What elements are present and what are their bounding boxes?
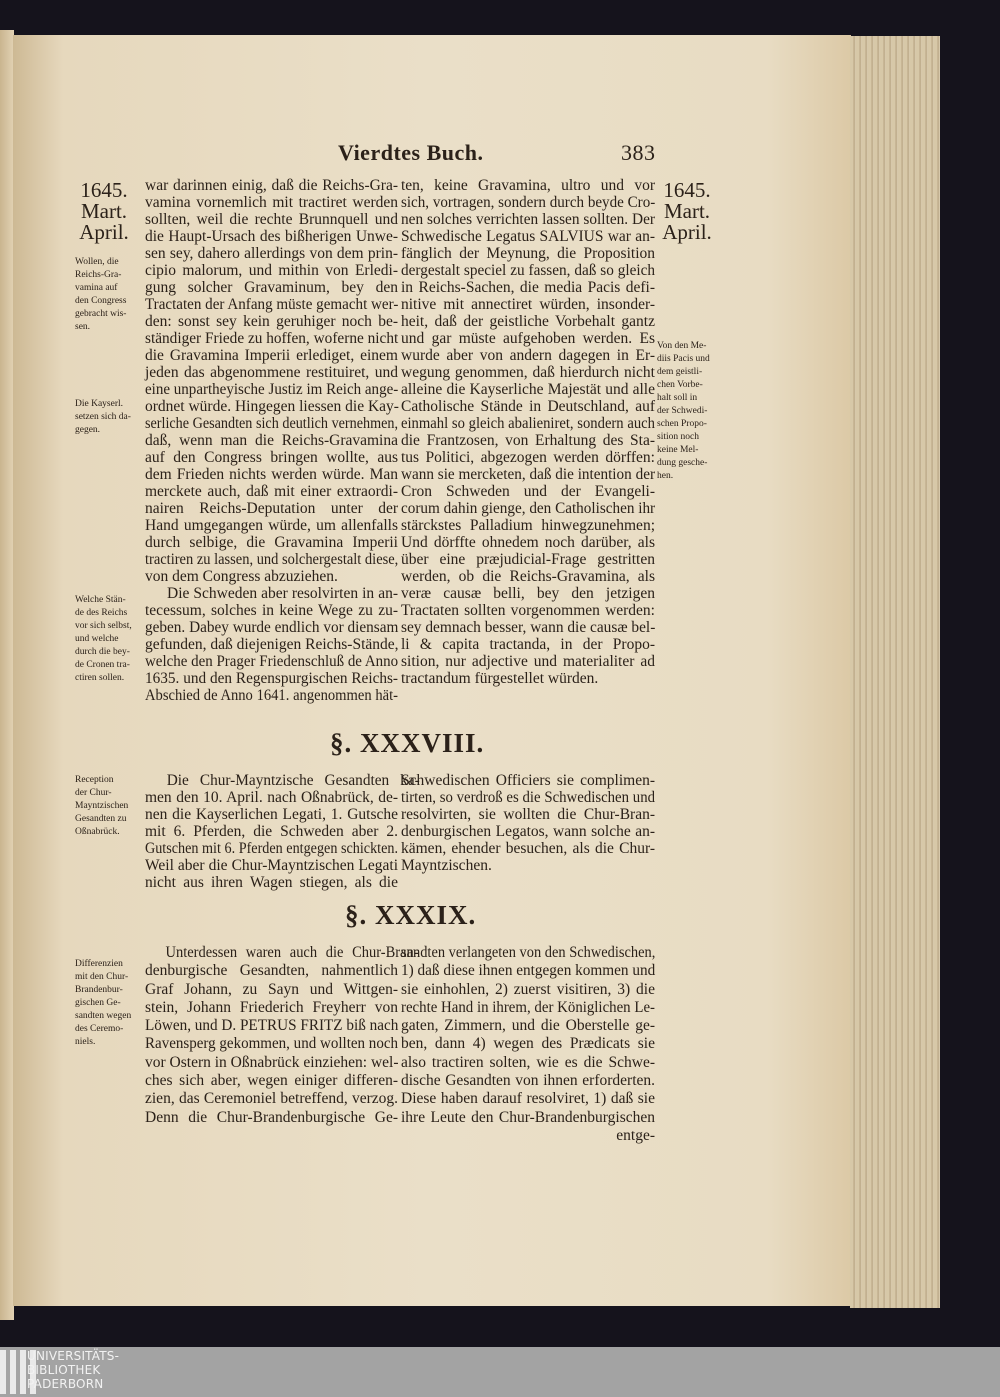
text-line: Die Chur-Mayntzische Gesandten ka- <box>166 772 420 789</box>
text-line: die Gravamina Imperii erlediget, einem <box>145 347 398 364</box>
text-line: nitive mit annectiret würden, insonder- <box>401 296 655 313</box>
text-line: Abschied de Anno 1641. angenommen hät- <box>145 687 398 704</box>
text-line: sition, nur adjective und materialiter ad <box>401 653 655 670</box>
text-line: tractandum fürgestellet würden. <box>401 670 599 687</box>
margin-note-line: mit den Chur- <box>75 972 129 982</box>
margin-note-line: Differenzien <box>75 959 123 969</box>
text-line: durch selbige, die Gravamina Imperii <box>145 534 398 551</box>
text-line: li & capita tractanda, in der Propo- <box>401 636 655 653</box>
text-line: denburgischen Legatos, wann solche an- <box>401 823 655 840</box>
text-line: Weil aber die Chur-Mayntzischen Legati <box>145 857 398 874</box>
text-line: welche den Prager Friedenschluß de Anno <box>145 653 399 670</box>
text-line: eine unpartheyische Justiz im Reich ange- <box>145 381 399 398</box>
library-banner <box>0 1347 1000 1397</box>
text-line: den: sonst sey kein geruhiger noch be- <box>145 313 398 330</box>
text-line: ten, keine Gravamina, ultro und vor <box>401 177 655 194</box>
text-line: mit 6. Pferden, die Schweden aber 2. <box>145 823 398 840</box>
text-line: sen sey, dahero allerdings von dem prin- <box>145 245 398 262</box>
margin-note-line: Wollen, die <box>75 257 119 267</box>
text-line: corum dahin gienge, den Catholischen ihr <box>401 500 656 517</box>
text-line: nairen Reichs-Deputation unter der <box>145 500 398 517</box>
text-line: dem Frieden nichts werden würde. Man <box>145 466 398 483</box>
margin-note-line: Von den Me- <box>657 341 707 351</box>
logo-line: BIBLIOTHEK <box>27 1363 101 1377</box>
text-line: geben. Dabey wurde endlich vor diensam <box>145 619 399 636</box>
text-line: gefunden, daß diejenigen Reichs-Stände, <box>145 636 399 653</box>
margin-note-line: und welche <box>75 634 119 644</box>
logo-line: PADERBORN <box>27 1377 104 1391</box>
date-year: 1645. <box>80 178 128 202</box>
margin-note-line: durch die bey- <box>75 647 130 657</box>
margin-note <box>75 774 128 839</box>
margin-note-line: chen Vorbe- <box>657 380 703 390</box>
text-line: über eine præjudicial-Frage gestritten <box>401 551 655 568</box>
margin-note-line: Gesandten zu <box>75 814 127 824</box>
text-line: sollten, weil die rechte Brunnquell und <box>145 211 398 228</box>
text-line: tirten, so verdroß es die Schwedischen und <box>401 789 655 806</box>
text-line: vamina vornemlich mit tractiret werden <box>145 194 398 211</box>
text-line: sich, vortragen, sondern durch beyde Cro- <box>401 194 656 211</box>
margin-note-line: sition noch <box>657 432 699 442</box>
text-line: Löwen, und D. PETRUS FRITZ biß nach <box>145 1017 399 1035</box>
text-line: dergestalt speciel zu fassen, daß so gleich <box>401 262 655 279</box>
text-line: gung solcher Gravaminum, bey den <box>145 279 398 296</box>
text-line: Mayntzischen. <box>401 857 492 874</box>
margin-note-line: setzen sich da- <box>75 412 131 422</box>
margin-note-line: Brandenbur- <box>75 985 123 995</box>
date-year: 1645. <box>663 178 711 202</box>
text-line: Schwedische Legatus SALVIUS war an- <box>401 228 655 245</box>
margin-note-line: schen Propo- <box>657 419 707 429</box>
date-month: April. <box>79 220 129 244</box>
margin-note <box>75 256 126 334</box>
text-line: entge- <box>616 1126 655 1144</box>
page-stack-edge <box>850 36 940 1308</box>
text-line: nen solches verrichten lassen sollten. Der <box>401 211 655 228</box>
margin-note-line: halt soll in <box>657 393 698 403</box>
margin-note-line: der Chur- <box>75 788 112 798</box>
text-line: vor Ostern in Oßnabrück einziehen: wel- <box>145 1053 399 1071</box>
library-logo-text <box>27 1349 119 1391</box>
text-line: stärckstes Palladium hinwegzunehmen; <box>401 517 655 534</box>
text-line: rechte Hand in ihrem, der Königlichen Le- <box>401 998 655 1016</box>
margin-note-line: Reception <box>75 775 114 785</box>
text-column-right <box>401 177 655 687</box>
text-line: 1635. und den Regenspurgischen Reichs- <box>145 670 398 687</box>
margin-note-line: vor sich selbst, <box>75 621 132 631</box>
text-line: sandten verlangeten von den Schwedischen, <box>401 944 656 961</box>
text-line: auf den Congress bringen wollte, aus <box>145 449 398 466</box>
text-line: ben, dann 4) wegen des Prædicats sie <box>401 1035 655 1053</box>
text-line: Tractaten der Anfang müste gemacht wer- <box>145 296 399 313</box>
text-line: Cron Schweden und der Evangeli- <box>401 483 655 500</box>
margin-note-line: gebracht wis- <box>75 309 127 319</box>
margin-note-line: vamina auf <box>75 283 118 293</box>
text-line: Diese haben darauf resolviret, 1) daß sie <box>401 1090 655 1108</box>
text-line: nicht aus ihren Wagen stiegen, als die <box>145 874 398 891</box>
text-line: ches sich aber, wegen einiger differen- <box>145 1072 398 1090</box>
text-line: ordnet würde. Hingegen liessen die Kay- <box>145 398 399 415</box>
text-line: wann sie mercketen, daß die intention der <box>401 466 655 483</box>
text-line: serliche Gesandten sich deutlich vernehmen, <box>145 415 398 432</box>
text-line: Unterdessen waren auch die Chur-Bran- <box>165 944 419 961</box>
margin-note-line: den Congress <box>75 296 127 306</box>
margin-note-line: sandten wegen <box>75 1011 132 1021</box>
margin-note-line: gischen Ge- <box>75 998 121 1008</box>
text-line: men den 10. April. nach Oßnabrück, de- <box>145 789 398 806</box>
text-line: fänglich der Meynung, die Proposition <box>401 245 655 262</box>
text-line: also tractiren solten, wie es die Schwe- <box>401 1053 655 1071</box>
text-line: daß, wenn man die Reichs-Gravamina <box>145 432 398 449</box>
section-39-right <box>401 944 655 1145</box>
margin-note <box>75 398 131 437</box>
logo-line: UNIVERSITÄTS- <box>27 1349 120 1363</box>
text-line: einmahl so gleich abalieniret, sondern auch <box>401 415 655 432</box>
date-month: April. <box>662 220 712 244</box>
text-line: tus Politici, abgezogen werden dörffen: <box>401 449 655 466</box>
text-line: Graf Johann, zu Sayn und Wittgen- <box>145 980 398 998</box>
text-line: stein, Johann Friederich Freyherr von <box>145 998 398 1016</box>
text-line: von dem Congress abzuziehen. <box>145 568 338 585</box>
text-line: wegung genommen, daß hierdurch nicht <box>401 364 655 381</box>
text-line: wurde aber von andern dagegen in Er- <box>401 347 655 364</box>
text-line: Die Schweden aber resolvirten in an- <box>167 585 398 602</box>
text-line: kämen, ehender besuchen, als die Chur- <box>401 840 655 857</box>
section-39-left <box>145 944 419 1127</box>
text-column-left <box>145 177 398 704</box>
text-line: und gar müste aufgehoben werden. Es <box>401 330 655 347</box>
margin-note-line: Die Kayserl. <box>75 399 124 409</box>
margin-note-line: de des Reichs <box>75 608 128 618</box>
margin-note <box>75 594 132 685</box>
margin-note-line: dem geistli- <box>657 367 703 377</box>
text-line: tractiren zu lassen, und solchergestalt diese, <box>145 551 399 568</box>
text-line: Gutschen mit 6. Pferden entgegen schickten. <box>145 840 398 857</box>
margin-note-line: sen. <box>75 322 91 332</box>
text-line: werden, ob die Reichs-Gravamina, als <box>401 568 655 585</box>
text-line: Ravensperg gekommen, und wollten noch <box>145 1035 399 1053</box>
text-line: die Frantzosen, von Erhaltung des Sta- <box>401 432 655 449</box>
text-line: Schwedischen Officiers sie complimen- <box>401 772 655 789</box>
section-38-left <box>145 772 420 891</box>
text-line: merckete auch, daß mit einer extraordi- <box>145 483 398 500</box>
text-line: sey demnach besser, wann die causæ bel- <box>401 619 656 636</box>
text-line: veræ causæ belli, bey den jetzigen <box>401 585 655 602</box>
page-number: 383 <box>621 140 656 165</box>
margin-note-line: Welche Stän- <box>75 595 126 605</box>
margin-note-line: der Schwedi- <box>657 406 708 416</box>
text-line: jeden das abgenommene restituiret, und <box>145 364 398 381</box>
running-head-title: Vierdtes Buch. <box>338 140 484 165</box>
text-line: in Reichs-Sachen, die media Pacis defi- <box>401 279 655 296</box>
text-line: sie einhohlen, 2) zuerst visitiren, 3) die <box>401 980 655 998</box>
margin-note-line: des Ceremo- <box>75 1024 124 1034</box>
margin-note-line: keine Mel- <box>657 445 699 455</box>
text-line: Denn die Chur-Brandenburgische Ge- <box>145 1108 398 1126</box>
text-line: gaten, Zimmern, und die Oberstelle ge- <box>401 1017 655 1035</box>
margin-note-line: hen. <box>657 471 674 481</box>
date-month: Mart. <box>80 199 128 223</box>
text-line: ständiger Friede zu hoffen, woferne nicht <box>145 330 399 347</box>
margin-note-line: niels. <box>75 1037 96 1047</box>
margin-note-line: dung gesche- <box>657 458 708 468</box>
margin-note-line: Reichs-Gra- <box>75 270 122 280</box>
text-line: alleine die Kayserliche Majestät und alle <box>401 381 655 398</box>
previous-page-edge <box>0 30 14 1320</box>
text-line: denburgische Gesandten, nahmentlich <box>145 962 398 980</box>
text-line: resolvirten, sie wollten die Chur-Bran- <box>401 806 655 823</box>
margin-note-line: Mayntzischen <box>75 801 129 811</box>
text-line: nen die Kayserlichen Legati, 1. Gutsche <box>145 806 398 823</box>
text-line: Tractaten sollten vorgenommen werden: <box>401 602 655 619</box>
text-line: heit, daß der geistliche Vorbehalt gantz <box>401 313 655 330</box>
text-line: Hand umgegangen würde, um allenfalls <box>145 517 398 534</box>
margin-date-right <box>662 180 712 243</box>
margin-note <box>657 340 710 483</box>
margin-date-left <box>79 180 129 243</box>
margin-note-line: diis Pacis und <box>657 354 710 364</box>
text-line: war darinnen einig, daß die Reichs-Gra- <box>145 177 398 194</box>
margin-note <box>75 958 131 1049</box>
margin-note-line: de Cronen tra- <box>75 660 130 670</box>
date-month: Mart. <box>663 199 711 223</box>
text-line: Und dörffte ohnedem noch darüber, als <box>401 534 655 551</box>
text-line: zien, das Ceremoniel betreffend, verzog. <box>145 1090 398 1108</box>
text-line: die Haupt-Ursach des bißherigen Unwe- <box>145 228 398 245</box>
text-line: dische Gesandten von ihnen erforderten. <box>401 1072 655 1090</box>
margin-note-line: ctiren sollen. <box>75 673 125 683</box>
section-heading: §. XXXIX. <box>345 900 477 930</box>
text-line: ihre Leute den Chur-Brandenburgischen <box>401 1108 655 1126</box>
margin-note-line: gegen. <box>75 425 101 435</box>
section-heading: §. XXXVIII. <box>330 728 485 758</box>
text-line: 1) daß diese ihnen entgegen kommen und <box>401 962 656 980</box>
margin-note-line: Oßnabrück. <box>75 827 120 837</box>
text-line: Catholische Stände in Deutschland, auf <box>401 398 655 415</box>
text-line: cipio malorum, und mithin von Erledi- <box>145 262 398 279</box>
text-line: tecessum, solches in keine Wege zu zu- <box>145 602 398 619</box>
section-38-right <box>401 772 655 874</box>
